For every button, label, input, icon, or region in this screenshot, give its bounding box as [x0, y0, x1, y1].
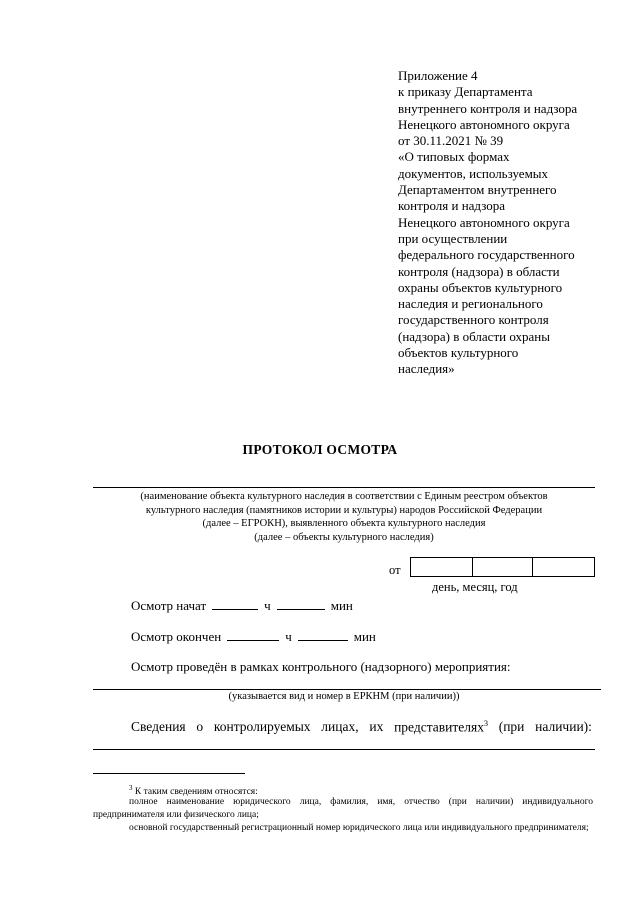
appendix-line: Ненецкого автономного округа	[398, 116, 570, 132]
appendix-line: охраны объектов культурного	[398, 279, 563, 295]
appendix-line: контроля и надзора	[398, 198, 506, 214]
appendix-line: от 30.11.2021 № 39	[398, 133, 504, 149]
end-hour-blank	[227, 628, 279, 641]
start-minute-unit: мин	[330, 598, 353, 613]
inspection-ended-row	[131, 628, 376, 645]
date-day-cell	[411, 558, 473, 576]
start-minute-blank	[277, 597, 325, 610]
inspection-started-row	[131, 597, 353, 614]
appendix-line: документов, используемых	[398, 165, 549, 181]
object-caption-line: (наименование объекта культурного наследия в соответствии с Единым реестром объектов	[140, 491, 548, 502]
conducted-line	[93, 689, 601, 690]
appendix-line: «О типовых формах	[398, 149, 510, 165]
inspection-ended-label: Осмотр окончен	[131, 629, 222, 644]
date-month-cell	[473, 558, 533, 576]
object-caption-line: (далее – объекты культурного наследия)	[254, 531, 434, 543]
persons-text	[131, 719, 592, 736]
start-hour-unit: ч	[264, 598, 271, 613]
date-caption: день, месяц, год	[432, 580, 518, 594]
end-minute-blank	[298, 628, 348, 641]
appendix-block	[398, 68, 603, 378]
appendix-line: к приказу Департамента	[398, 84, 533, 100]
persons-word: контролируемых	[213, 719, 311, 734]
persons-word: их	[369, 719, 384, 734]
appendix-line: наследия и регионального	[398, 296, 543, 312]
appendix-line: Ненецкого автономного округа	[398, 214, 570, 230]
footnote-separator	[93, 773, 245, 774]
end-minute-unit: мин	[353, 629, 376, 644]
appendix-line: наследия»	[398, 361, 455, 377]
appendix-line: контроля (надзора) в области	[398, 263, 560, 279]
footnote-item-1: полное наименование юридического лица, фамилия, имя, отчество (при наличии) индивидуального предпринимателя или физического лица;	[93, 797, 593, 820]
appendix-line: государственного контроля	[398, 312, 549, 328]
persons-word: представителях$^3$	[394, 719, 488, 735]
object-caption-line: культурного наследия (памятников истории и культуры) народов Российской Федерации	[145, 504, 543, 516]
document-title: ПРОТОКОЛ ОСМОТРА	[242, 442, 398, 457]
appendix-line: Департаментом внутреннего	[398, 182, 557, 198]
persons-word: Сведения	[131, 719, 186, 734]
persons-footnote-mark: 3	[483, 719, 488, 728]
appendix-line: федерального государственного	[398, 247, 575, 263]
footnote-intro-text: К таким сведениям относятся:	[134, 787, 258, 798]
date-year-cell	[533, 558, 594, 576]
object-name-line	[93, 487, 595, 488]
persons-word: о	[196, 719, 204, 734]
conducted-text: Осмотр проведён в рамках контрольного (надзорного) мероприятия:	[131, 659, 511, 674]
start-hour-blank	[212, 597, 258, 610]
object-name-caption	[93, 490, 595, 544]
footnote-item-2: основной государственный регистрационный номер юридического лица или индивидуального предпринимателя;	[129, 823, 589, 833]
appendix-line: Приложение 4	[398, 68, 478, 83]
persons-word: наличии):	[535, 719, 592, 734]
appendix-line: внутреннего контроля и надзора	[398, 100, 578, 116]
appendix-line: объектов культурного	[398, 345, 519, 361]
conducted-caption: (указывается вид и номер в ЕРКНМ (при наличии))	[228, 691, 460, 702]
date-table	[410, 557, 595, 577]
persons-word: (при	[498, 719, 525, 734]
end-hour-unit: ч	[285, 629, 292, 644]
inspection-started-label: Осмотр начат	[131, 598, 207, 613]
persons-line	[93, 749, 595, 750]
persons-word: лицах,	[321, 719, 359, 734]
appendix-line: при осуществлении	[398, 230, 508, 246]
object-caption-line: (далее – ЕГРОКН), выявленного объекта культурного наследия	[202, 518, 486, 529]
footnote-mark: 3	[129, 784, 133, 792]
date-from-label: от	[389, 563, 401, 577]
appendix-line: (надзора) в области охраны	[398, 328, 550, 344]
